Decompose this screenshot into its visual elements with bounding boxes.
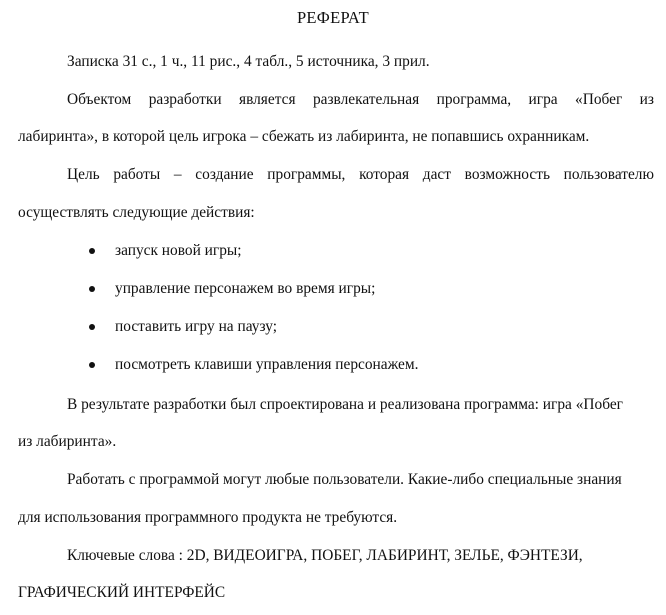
bullet-icon — [89, 286, 95, 292]
goal-paragraph-line-2: осуществлять следующие действия: — [18, 204, 255, 221]
list-item-text: посмотреть клавиши управления персонажем. — [115, 356, 419, 373]
result-paragraph-line-1: В результате разработки был спроектирована и реализована программа: игра «Побег — [67, 396, 623, 413]
bullet-icon — [89, 248, 95, 254]
page-title: РЕФЕРАТ — [296, 8, 370, 27]
list-item-text: запуск новой игры; — [115, 242, 242, 259]
result-paragraph-line-2: из лабиринта». — [18, 433, 117, 450]
keywords-line-1: Ключевые слова : 2D, ВИДЕОИГРА, ПОБЕГ, ЛАБИРИНТ, ЗЕЛЬЕ, ФЭНТЕЗИ, — [67, 547, 583, 564]
bullet-icon — [89, 362, 95, 368]
keywords-line-2: ГРАФИЧЕСКИЙ ИНТЕРФЕЙС — [18, 584, 226, 601]
object-paragraph-line-1: Объектом разработки является развлекательная программа, игра «Побег из — [67, 91, 654, 108]
object-paragraph-line-2: лабиринта», в которой цель игрока – сбежать из лабиринта, не попавшись охранникам. — [18, 128, 590, 145]
goal-paragraph-line-1: Цель работы – создание программы, которая даст возможность пользователю — [67, 166, 654, 183]
users-paragraph-line-2: для использования программного продукта не требуются. — [18, 509, 398, 526]
users-paragraph-line-1: Работать с программой могут любые пользователи. Какие-либо специальные знания — [67, 471, 622, 488]
summary-line: Записка 31 с., 1 ч., 11 рис., 4 табл., 5 источника, 3 прил. — [67, 53, 430, 70]
list-item-text: управление персонажем во время игры; — [115, 280, 376, 297]
bullet-icon — [89, 324, 95, 330]
list-item-text: поставить игру на паузу; — [115, 318, 277, 335]
